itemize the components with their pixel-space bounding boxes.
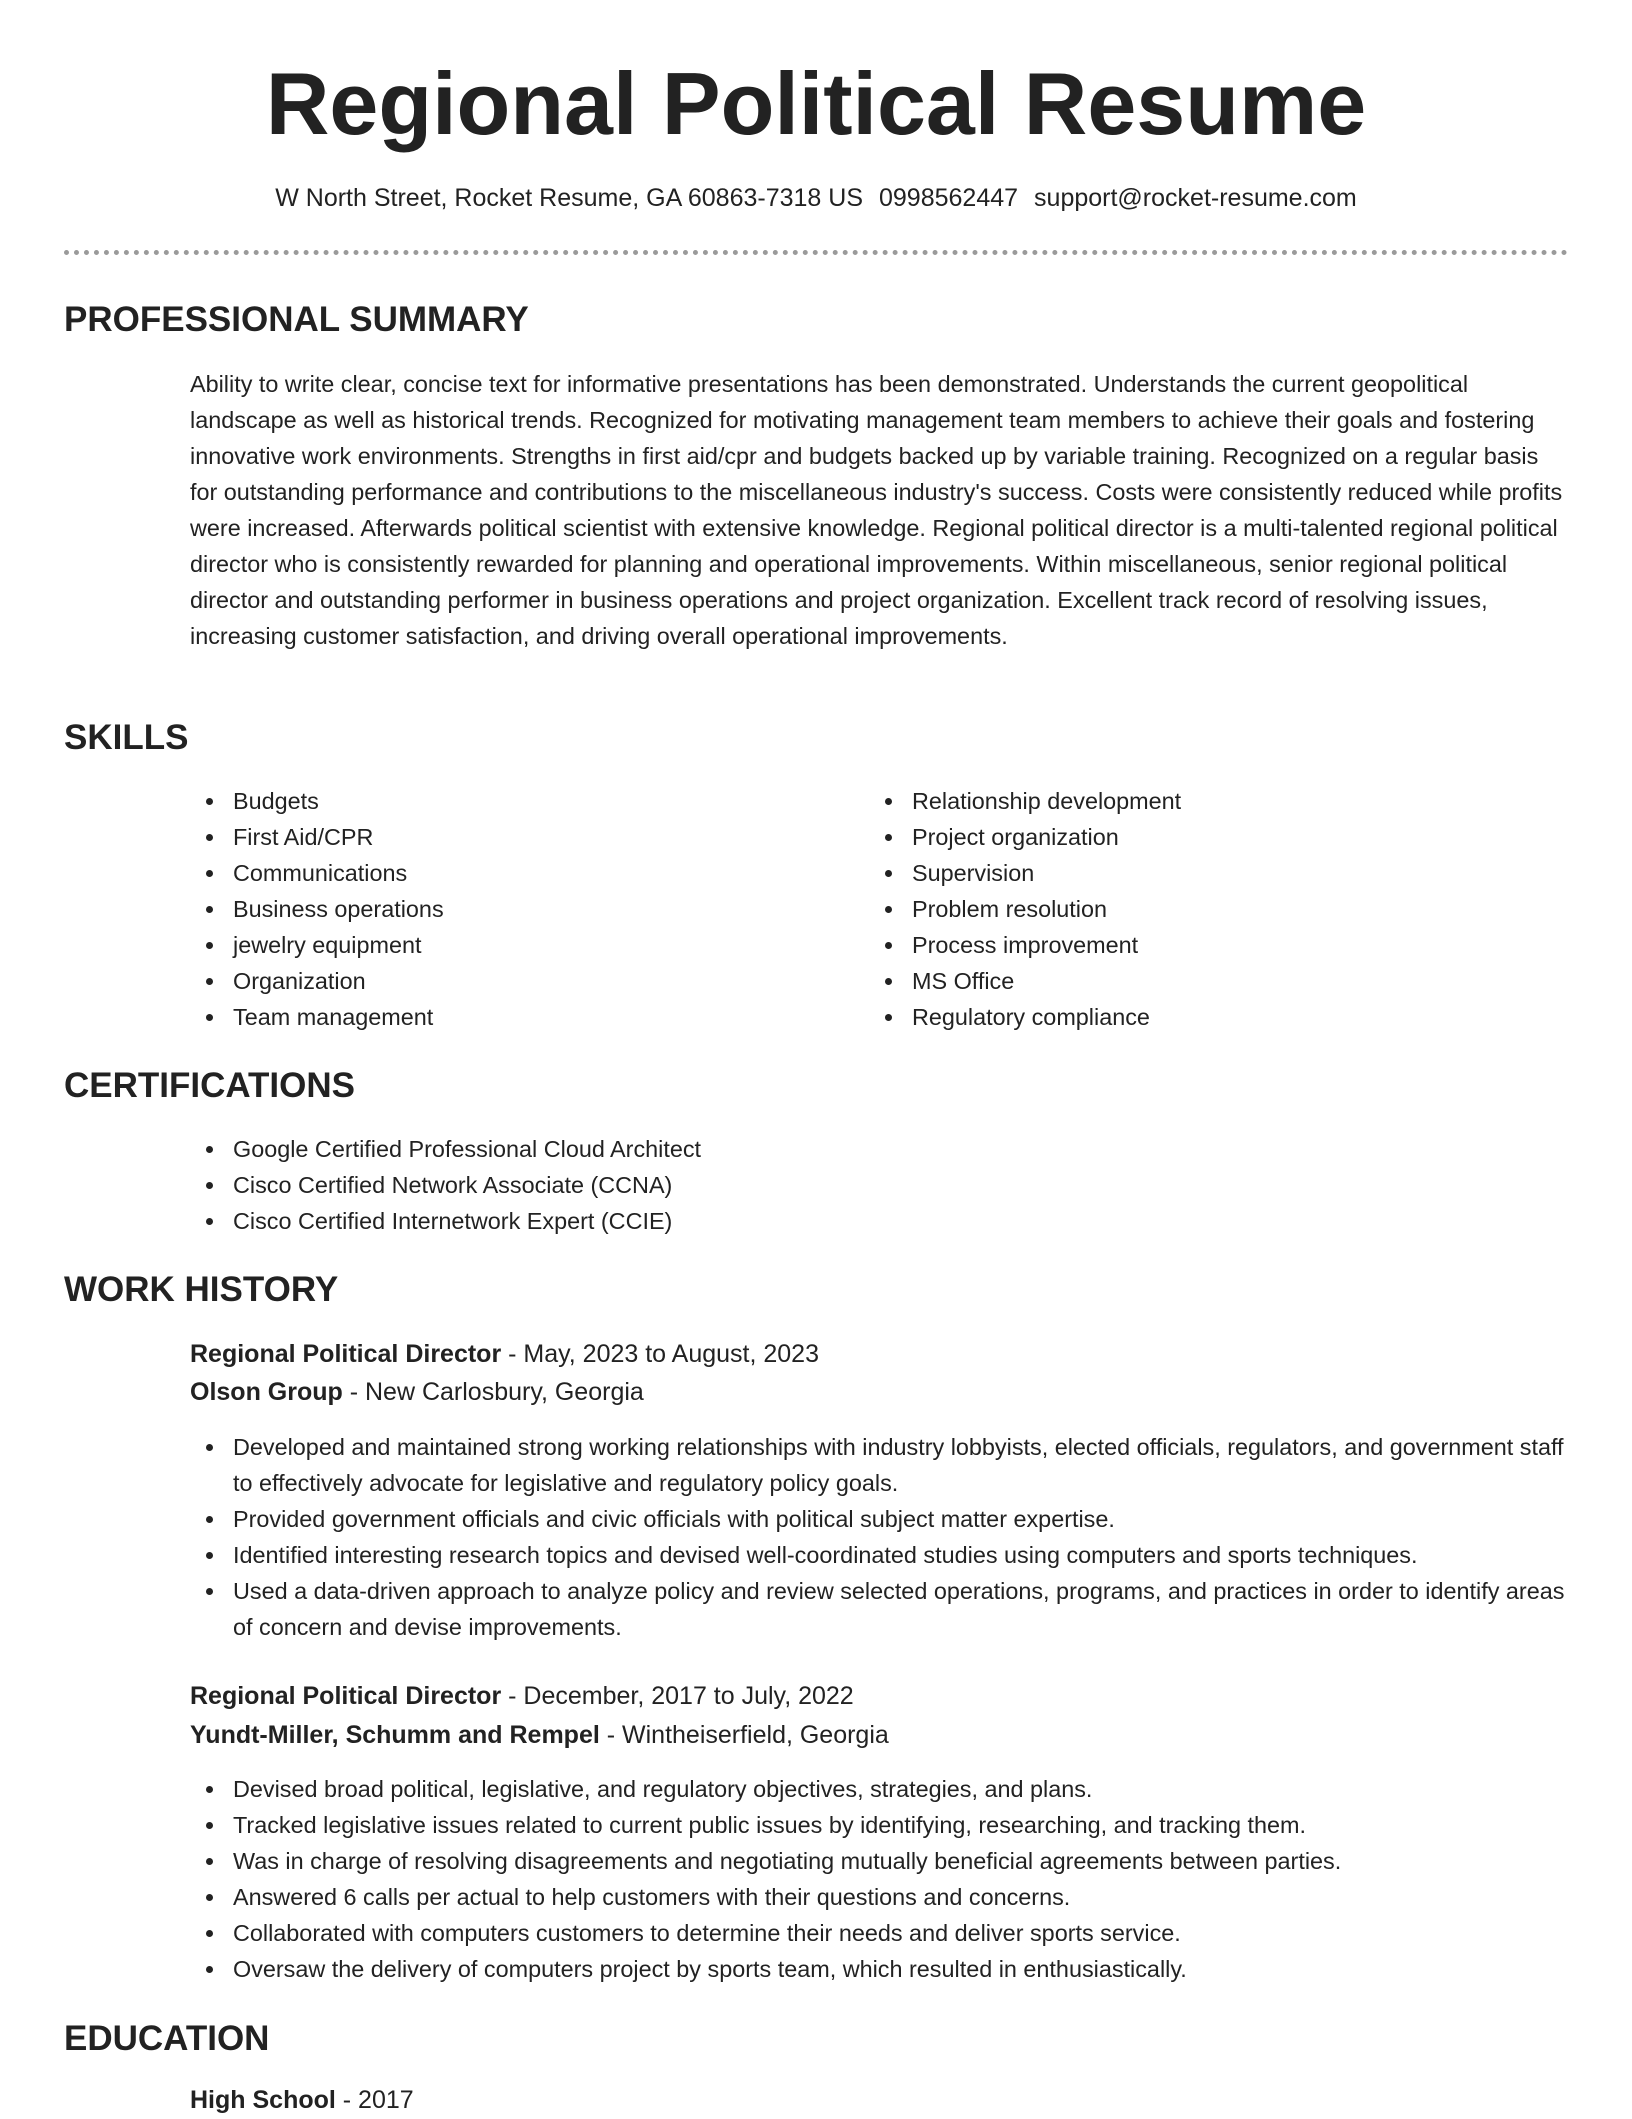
contact-phone: 0998562447 xyxy=(879,184,1019,212)
skill-item: Project organization xyxy=(869,819,1569,855)
contact-address: W North Street, Rocket Resume, GA 60863-7318 US xyxy=(275,184,863,212)
skills-list-left xyxy=(190,783,850,1035)
job-duty-item: Collaborated with computers customers to determine their needs and deliver sports service. xyxy=(190,1915,1570,1951)
job-duty-item: Answered 6 calls per actual to help customers with their questions and concerns. xyxy=(190,1879,1570,1915)
certification-item: Cisco Certified Internetwork Expert (CCIE) xyxy=(190,1203,1570,1239)
job-duty-item: Devised broad political, legislative, and regulatory objectives, strategies, and plans. xyxy=(190,1771,1570,1807)
skill-item: Organization xyxy=(190,963,850,999)
certification-item: Google Certified Professional Cloud Architect xyxy=(190,1131,1570,1167)
skill-item: Problem resolution xyxy=(869,891,1569,927)
job-company-line xyxy=(190,1716,889,1754)
skill-item: jewelry equipment xyxy=(190,927,850,963)
job-role: Regional Political Director xyxy=(190,1682,502,1710)
summary-heading: PROFESSIONAL SUMMARY xyxy=(64,300,529,339)
job-location: - Wintheiserfield, Georgia xyxy=(599,1721,889,1749)
job-title-line xyxy=(190,1335,819,1373)
page-title: Regional Political Resume xyxy=(265,54,1367,153)
certifications-heading: CERTIFICATIONS xyxy=(64,1066,356,1105)
contact-email: support@rocket-resume.com xyxy=(1034,184,1357,212)
job-duty-item: Developed and maintained strong working relationships with industry lobbyists, elected officials, regulators, and government staff to effectively advocate for legislative and regulatory policy goals. xyxy=(190,1429,1570,1501)
job-role: Regional Political Director xyxy=(190,1340,502,1368)
job-location: - New Carlosbury, Georgia xyxy=(342,1378,644,1406)
skill-item: Budgets xyxy=(190,783,850,819)
job-company-line xyxy=(190,1373,644,1411)
job-company: Olson Group xyxy=(190,1378,343,1406)
skill-item: Process improvement xyxy=(869,927,1569,963)
job-duty-item: Used a data-driven approach to analyze policy and review selected operations, programs, and practices in order to identify areas of concern and devise improvements. xyxy=(190,1573,1570,1645)
job-duties-list xyxy=(190,1429,1570,1645)
work-history-heading: WORK HISTORY xyxy=(64,1270,339,1309)
job-dates: - December, 2017 to July, 2022 xyxy=(501,1682,854,1710)
education-heading: EDUCATION xyxy=(64,2019,270,2058)
skill-item: Relationship development xyxy=(869,783,1569,819)
job-duty-item: Was in charge of resolving disagreements and negotiating mutually beneficial agreements between parties. xyxy=(190,1843,1570,1879)
skill-item: Team management xyxy=(190,999,850,1035)
job-company: Yundt-Miller, Schumm and Rempel xyxy=(190,1721,600,1749)
job-dates: - May, 2023 to August, 2023 xyxy=(501,1340,819,1368)
job-title-line xyxy=(190,1677,854,1715)
skills-heading: SKILLS xyxy=(64,718,189,757)
education-degree: High School xyxy=(190,2086,336,2114)
header-divider xyxy=(64,250,1568,255)
job-duty-item: Oversaw the delivery of computers project by sports team, which resulted in enthusiastically. xyxy=(190,1951,1570,1987)
summary-text: Ability to write clear, concise text for informative presentations has been demonstrated. Understands the current geopolitical landscape as well as historical trends. Recognized for motivating management team members to achieve their goals and fostering innovative work environments. Strengths in first aid/cpr and budgets backed up by variable training. Recognized on a regular basis for outstanding performance and contributions to the miscellaneous industry's success. Costs were consistently reduced while profits were increased. Afterwards political scientist with extensive knowledge. Regional political director is a multi-talented regional political director who is consistently rewarded for planning and operational improvements. Within miscellaneous, senior regional political director and outstanding performer in business operations and project organization. Excellent track record of resolving issues, increasing customer satisfaction, and driving overall operational improvements. xyxy=(190,371,1563,649)
skill-item: MS Office xyxy=(869,963,1569,999)
certifications-list xyxy=(190,1131,1570,1239)
skill-item: Supervision xyxy=(869,855,1569,891)
job-duties-list xyxy=(190,1771,1570,1987)
certification-item: Cisco Certified Network Associate (CCNA) xyxy=(190,1167,1570,1203)
job-duty-item: Identified interesting research topics and devised well-coordinated studies using computers and sports techniques. xyxy=(190,1537,1570,1573)
job-duty-item: Provided government officials and civic officials with political subject matter expertise. xyxy=(190,1501,1570,1537)
skills-list-right xyxy=(869,783,1569,1035)
education-year: - 2017 xyxy=(335,2086,414,2114)
skill-item: Communications xyxy=(190,855,850,891)
education-line xyxy=(190,2081,414,2119)
skill-item: Regulatory compliance xyxy=(869,999,1569,1035)
skill-item: First Aid/CPR xyxy=(190,819,850,855)
resume-header xyxy=(0,48,1632,214)
contact-line xyxy=(0,182,1632,214)
job-duty-item: Tracked legislative issues related to current public issues by identifying, researching, and tracking them. xyxy=(190,1807,1570,1843)
skill-item: Business operations xyxy=(190,891,850,927)
